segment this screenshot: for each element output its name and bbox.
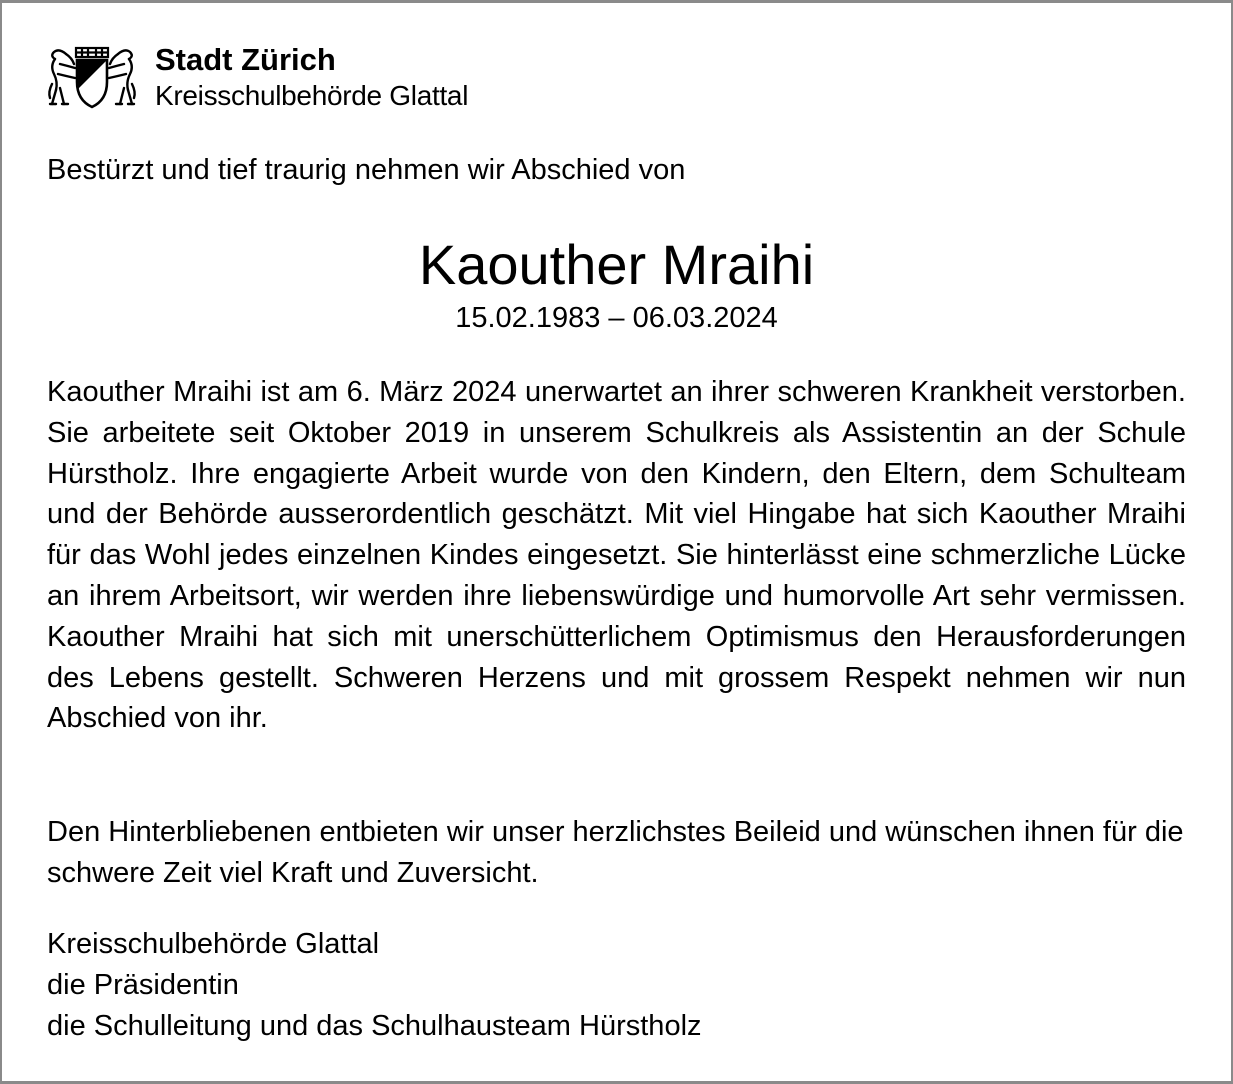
- signature-line-authority: Kreisschulbehörde Glattal: [47, 928, 380, 960]
- signature-line-president: die Präsidentin: [47, 968, 239, 1001]
- deceased-dates: 15.02.1983 – 06.03.2024: [455, 302, 778, 334]
- city-name: Stadt Zürich: [155, 42, 336, 77]
- signature-block: [47, 924, 702, 1046]
- zurich-coat-of-arms-icon: [46, 44, 138, 110]
- intro-text: Bestürzt und tief traurig nehmen wir Abschied von: [47, 154, 686, 186]
- condolence-text: Den Hinterbliebenen entbieten wir unser herzlichstes Beileid und wünschen ihnen für die schwere Zeit viel Kraft und Zuversicht.: [47, 816, 1184, 889]
- deceased-name: Kaouther Mraihi: [418, 233, 815, 296]
- signature-line-school: die Schulleitung und das Schulhausteam Hürstholz: [47, 1009, 702, 1042]
- authority-name: Kreisschulbehörde Glattal: [155, 80, 469, 111]
- obituary-body: Kaouther Mraihi ist am 6. März 2024 unerwartet an ihrer schweren Krankheit verstorben. Sie arbeitete seit Oktober 2019 in unserem Schulkreis als Assistentin an der Schule Hürstholz. Ihre engagierte Arbeit wurde von den Kindern, den Eltern, dem Schulteam und der Behörde ausserordentlich geschätzt. Mit viel Hingabe hat sich Kaouther Mraihi für das Wohl jedes einzelnen Kindes eingesetzt. Sie hinterlässt eine schmerzliche Lücke an ihrem Arbeitsort, wir werden ihre liebenswürdige und humorvolle Art sehr vermissen. Kaouther Mraihi hat sich mit unerschütterlichem Optimismus den Herausforderungen des Lebens gestellt. Schweren Herzens und mit grossem Respekt nehmen wir nun Abschied von ihr.: [47, 376, 1186, 735]
